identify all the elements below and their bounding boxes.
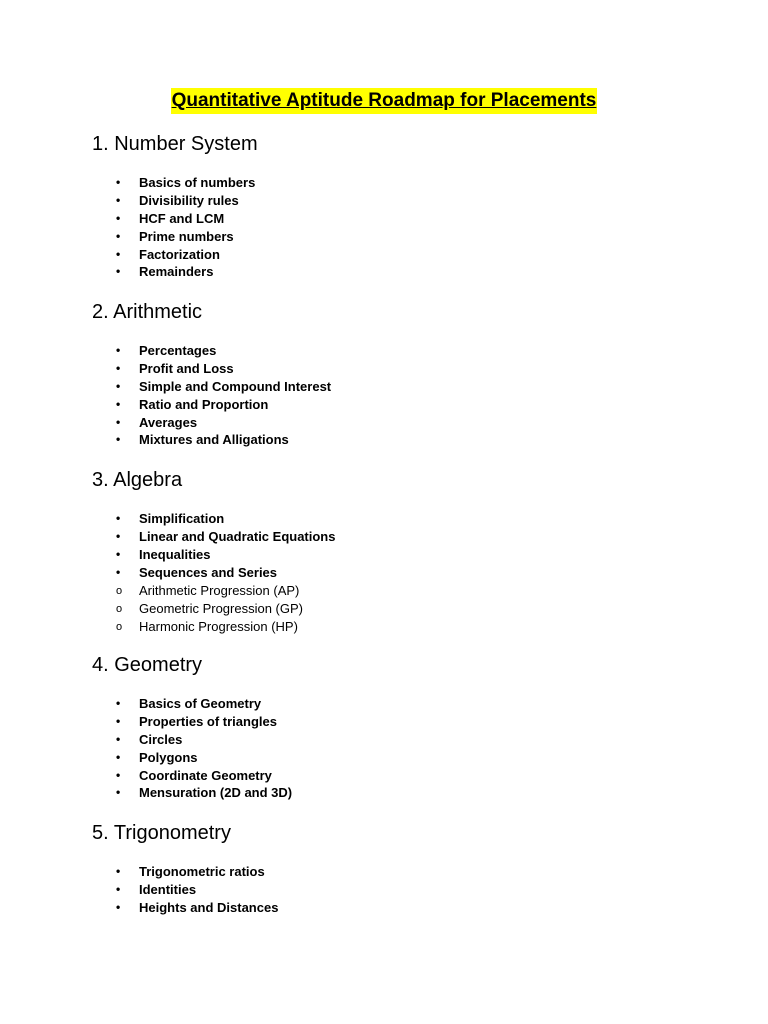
section-heading: 1. Number System [92,133,258,155]
sub-list-item [45,582,335,600]
item-label: Simplification [139,511,225,526]
section-algebra [92,466,336,634]
title-wrap [0,88,768,114]
circle-bullet-icon: o [116,620,123,633]
list-item [92,695,292,713]
item-label: Mensuration (2D and 3D) [139,785,293,801]
bullet-icon: • [116,246,121,261]
list-item [92,210,255,228]
bullet-icon: • [116,564,121,579]
section-number-system [92,130,258,280]
list-item [92,749,292,767]
bullet-icon: • [116,228,121,243]
bullet-icon: • [116,899,121,914]
item-label: Factorization [139,246,220,262]
circle-bullet-icon: o [116,584,123,597]
bullet-icon: • [116,731,121,746]
item-label: Mixtures and Alligations [139,432,289,448]
section-heading: 2. Arithmetic [92,301,203,323]
list-item [92,228,255,246]
section-items [92,342,331,449]
list-item [92,767,292,785]
list-item [92,342,331,360]
list-item [92,713,292,731]
list-item [92,396,331,414]
bullet-icon: • [116,210,121,225]
item-label: Heights and Distances [139,899,279,915]
list-item [92,360,331,378]
section-items [92,174,255,281]
list-item [92,784,292,802]
bullet-icon: • [116,511,121,525]
item-label: Divisibility rules [139,192,239,208]
bullet-icon: • [116,696,121,710]
item-label: Identities [139,881,197,897]
bullet-icon: • [116,264,121,279]
list-item [92,378,331,396]
list-item [92,431,331,449]
list-item [92,192,255,210]
list-item [92,731,292,749]
document-title: Quantitative Aptitude Roadmap for Placements [171,88,598,114]
bullet-icon: • [116,528,121,543]
section-arithmetic [92,298,332,448]
sub-list-item [45,600,335,618]
bullet-icon: • [116,175,121,189]
list-item [92,528,335,546]
section-geometry [92,651,293,801]
subitem-label: Arithmetic Progression (AP) [139,582,300,598]
item-label: Linear and Quadratic Equations [139,528,336,544]
item-label: Basics of Geometry [139,696,262,711]
list-item [92,863,278,881]
bullet-icon: • [116,864,121,878]
section-items [92,695,292,802]
bullet-icon: • [116,546,121,561]
bullet-icon: • [116,432,121,447]
item-label: Sequences and Series [139,564,278,580]
item-label: Circles [139,731,183,747]
list-item [92,899,278,917]
bullet-icon: • [116,713,121,728]
bullet-icon: • [116,414,121,429]
item-label: Inequalities [139,546,211,562]
circle-bullet-icon: o [116,602,123,615]
list-item [92,246,255,264]
list-item [92,174,255,192]
item-label: Properties of triangles [139,713,277,729]
list-item [92,510,335,528]
item-label: Prime numbers [139,228,234,244]
list-item [92,414,331,432]
subitem-label: Harmonic Progression (HP) [139,618,298,634]
item-label: Polygons [139,749,198,765]
subitem-label: Geometric Progression (GP) [139,600,303,616]
section-items [92,510,335,636]
item-label: Profit and Loss [139,360,234,376]
bullet-icon: • [116,749,121,764]
section-heading: 4. Geometry [92,654,203,676]
item-label: HCF and LCM [139,210,225,226]
bullet-icon: • [116,881,121,896]
bullet-icon: • [116,785,121,800]
item-label: Basics of numbers [139,175,256,190]
section-trigonometry [92,819,279,915]
section-heading: 3. Algebra [92,469,183,491]
list-item [92,546,335,564]
item-label: Simple and Compound Interest [139,378,332,394]
list-item [92,263,255,281]
item-label: Percentages [139,343,217,358]
bullet-icon: • [116,396,121,411]
section-heading: 5. Trigonometry [92,822,231,844]
list-item [92,881,278,899]
item-label: Coordinate Geometry [139,767,272,783]
bullet-icon: • [116,767,121,782]
bullet-icon: • [116,378,121,393]
bullet-icon: • [116,360,121,375]
item-label: Remainders [139,264,214,280]
bullet-icon: • [116,343,121,357]
section-items [92,863,278,917]
item-label: Trigonometric ratios [139,864,265,879]
item-label: Ratio and Proportion [139,396,269,412]
bullet-icon: • [116,192,121,207]
list-item [92,564,335,582]
item-label: Averages [139,414,198,430]
sub-list-item [45,618,335,636]
